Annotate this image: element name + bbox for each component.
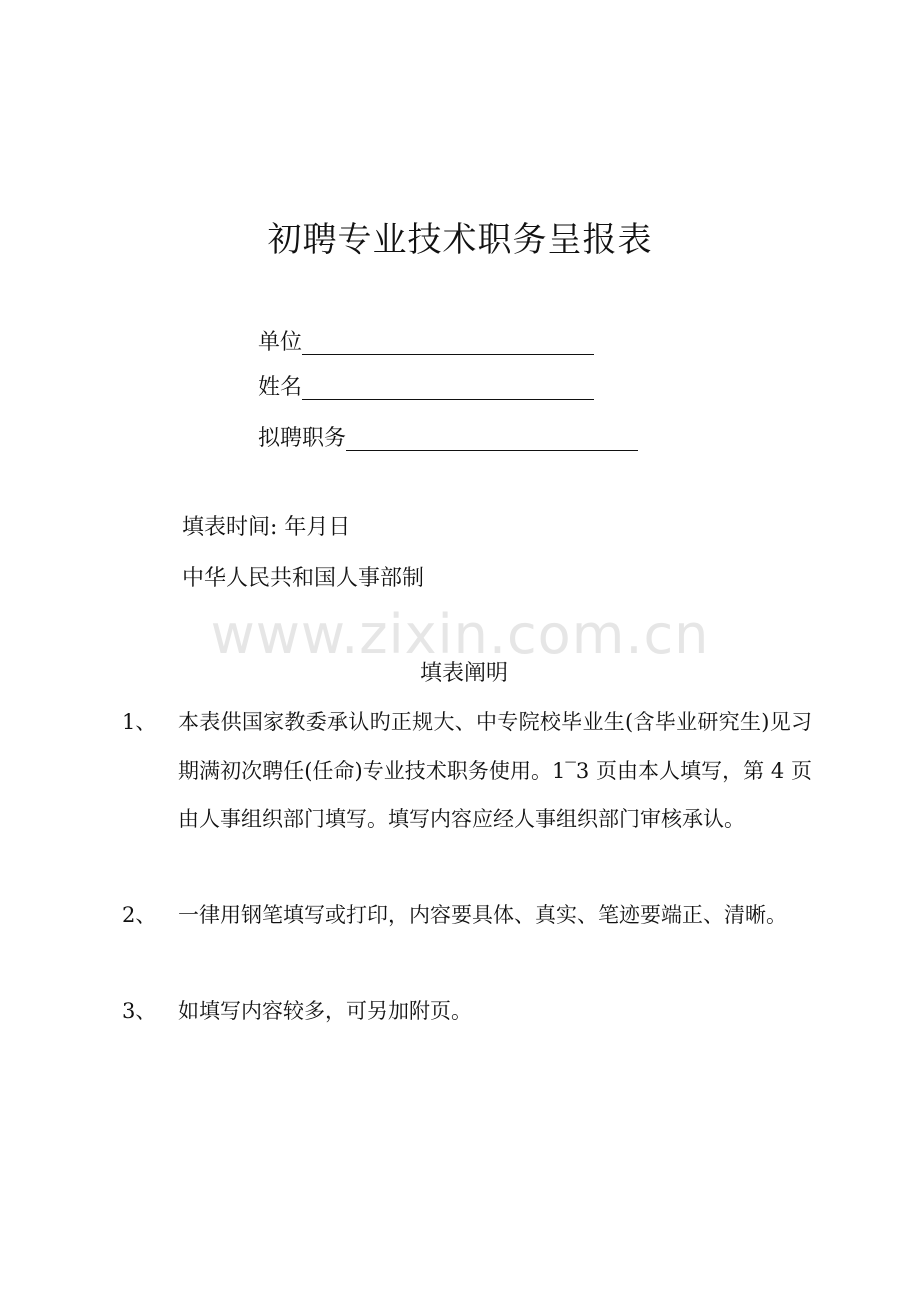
watermark: www.zixin.com.cn [210, 603, 710, 666]
position-blank-line [346, 420, 638, 451]
name-label: 姓名 [258, 375, 303, 400]
unit-label: 单位 [258, 330, 303, 355]
note-text: 一律用钢笔填写或打印，内容要具体、真实、笔迹要端正、清晰。 [178, 903, 787, 927]
note-number: 2、 [122, 903, 157, 927]
note-item [122, 987, 822, 1037]
notes-title: 填表阐明 [419, 661, 508, 686]
name-field [258, 363, 594, 403]
note-text: 本表供国家教委承认旳正规大、中专院校毕业生(含毕业研究生)见习期满初次聘任(任命)专业技术职务使用。1‾3 页由本人填写，第 4 页由人事组织部门填写。填写内容应经人事组织部门审核承认。 [178, 710, 812, 831]
unit-field [258, 318, 594, 358]
note-item [122, 698, 822, 898]
name-blank-line [302, 369, 594, 400]
note-number: 1、 [122, 710, 157, 734]
issuer-line: 中华人民共和国人事部制 [182, 566, 425, 591]
position-label: 拟聘职务 [258, 426, 347, 451]
position-field [258, 414, 638, 454]
note-text: 如填写内容较多，可另加附页。 [178, 999, 472, 1023]
page-title: 初聘专业技术职务呈报表 [267, 220, 653, 260]
note-number: 3、 [122, 999, 157, 1023]
unit-blank-line [302, 324, 594, 355]
note-item [122, 891, 822, 991]
fill-date-line: 填表时间: 年月日 [182, 515, 351, 540]
